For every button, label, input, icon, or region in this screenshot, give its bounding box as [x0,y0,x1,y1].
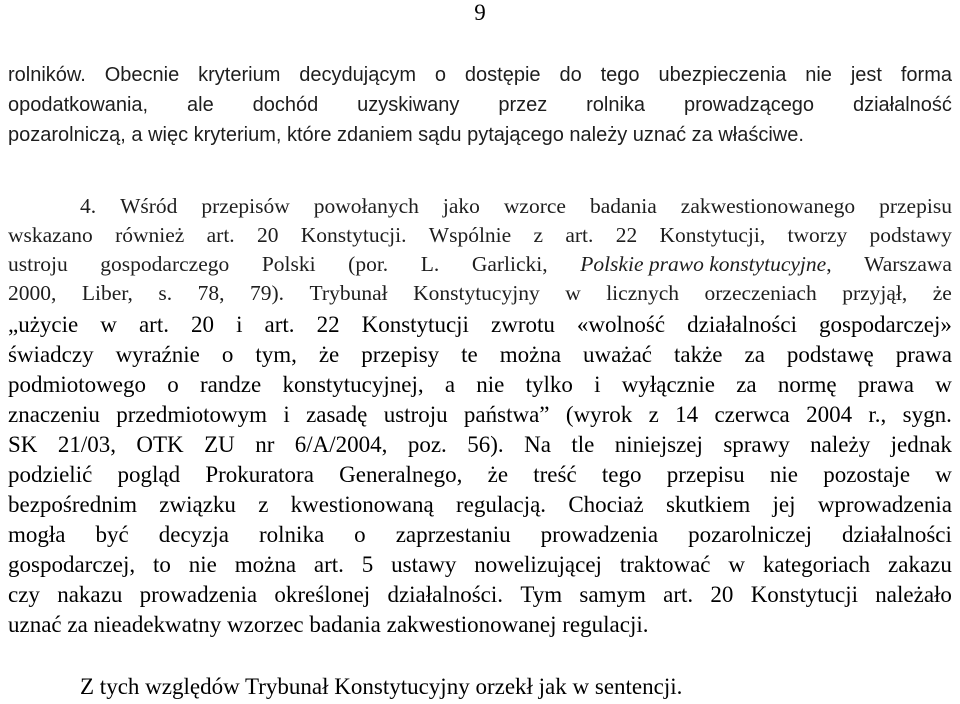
paragraph-4-start [0,192,960,308]
word: 22 [316,312,340,337]
word: Warszawa [864,252,952,276]
word: z [648,402,659,427]
word: z [258,492,269,517]
word: SK [8,432,38,457]
word: 21/03, [57,432,116,457]
word: nie [805,64,832,86]
word: w [935,462,952,487]
word: prowadzącego [683,94,815,116]
word: Wspólnie [428,223,512,247]
word: czy [8,582,40,607]
word: dochód [252,94,319,116]
word: skutkiem [665,492,751,517]
word: licznych [606,281,680,305]
line-text: pozarolniczą, a więc kryterium, które zdaniem sądu pytającego należy uznać za właściwe. [8,124,804,146]
word: Konstytucji, [659,223,766,247]
word: 20 [710,582,734,607]
word: art. [206,223,235,247]
word: nie [476,372,505,397]
word: opodatkowania, [8,94,149,116]
word: decydującym [299,64,416,86]
word: wprowadzenia [817,492,952,517]
word: Konstytucji. [300,223,407,247]
word: podmiotowego [8,372,146,397]
word: wzorce [503,194,566,218]
word: tylko [525,372,573,397]
word: nie [769,462,798,487]
word: w [100,312,117,337]
word: bezpośrednim [8,492,138,517]
word: ustroju [8,252,68,276]
word: znaczeniu [8,402,100,427]
word: za [736,372,757,397]
word: badania [589,194,657,218]
word: jej [772,492,796,517]
word: przepisu [666,462,745,487]
word: 20 [256,223,279,247]
word: orzeczeniach [704,281,817,305]
word: Wśród [120,194,178,218]
word: 2004 [806,402,853,427]
word: zakwestionowanego [680,194,856,218]
word: przepisów [201,194,290,218]
word: w [935,372,952,397]
word: Prokuratora [205,462,314,487]
word: ustawy [391,552,457,577]
word: i [594,372,601,397]
word: „użycie [8,312,79,337]
word: ZU [204,432,235,457]
word: sprawy [723,432,790,457]
text-line [8,279,952,308]
paragraph-intro [0,60,960,150]
word: samym [579,582,646,607]
word: w [728,552,745,577]
word: również [115,223,185,247]
book-title: Polskie prawo konstytucyjne [580,252,827,276]
word: zaprzestaniu [395,522,511,547]
word: pozostaje [823,462,911,487]
word: 78, [197,281,225,305]
word: pogląd [117,462,181,487]
word: nakazu [57,582,123,607]
word: konstytucyjnej, [282,372,424,397]
word: przedmiotowym [116,402,268,427]
word: Trybunał [309,281,388,305]
text-line [8,580,952,610]
word: decyzja [158,522,229,547]
word: art. [663,582,694,607]
word: podstawę [786,342,874,367]
word: że [932,281,952,305]
word: działalności [842,522,952,547]
word: 20 [191,312,215,337]
word: 56). [467,432,504,457]
word: że [318,342,340,367]
word: do [559,64,582,86]
word: rolników. [8,64,86,86]
page-number: 9 [474,0,486,25]
word: w [565,281,581,305]
word: przez [498,94,548,116]
word: jako [442,194,480,218]
word: gospodarczej, [8,552,136,577]
text-line [8,430,952,460]
word: tworzy [787,223,848,247]
text-line [8,310,952,340]
word: można [499,342,562,367]
word: 22 [615,223,638,247]
text-line [8,520,952,550]
word: ubezpieczenia [658,64,787,86]
word: 4. [80,194,97,218]
word: forma [900,64,952,86]
text-line [8,400,952,430]
word: kryterium [198,64,281,86]
word: z [533,223,544,247]
word: art. [313,552,344,577]
word: (wyrok [565,402,633,427]
word: jest [850,64,882,86]
word: 79). [250,281,285,305]
word: prowadzenia [139,582,258,607]
word: czerwca [714,402,790,427]
word: podzielić [8,462,93,487]
word: rolnika [259,522,325,547]
word: gospodarczej» [819,312,952,337]
word: podstawy [869,223,952,247]
word: Chociaż [568,492,644,517]
word: i [236,312,243,337]
word: należało [875,582,952,607]
word: art. [565,223,594,247]
word: o [221,342,234,367]
word: te [461,342,478,367]
word: określonej [274,582,371,607]
word: przepisy [361,342,440,367]
word: prawa [857,372,914,397]
word: nie [188,552,217,577]
word: państwa” [463,402,550,427]
word: L. [420,252,440,276]
word: można [234,552,297,577]
word: Polski [261,252,316,276]
word: sygn. [902,402,952,427]
word: wyraźnie [115,342,200,367]
word: Liber, [81,281,133,305]
word: «wolność [576,312,666,337]
word: uważać [583,342,652,367]
text-line [8,60,952,90]
word: dostępie [464,64,541,86]
word: zwrotu [491,312,555,337]
word: działalności. [387,582,504,607]
word: i [283,402,290,427]
word: Garlicki, [471,252,548,276]
word: pozarolniczej [688,522,813,547]
word: kategoriach [762,552,871,577]
word: jednak [890,432,952,457]
word: ustroju [383,402,448,427]
word: to [152,552,171,577]
word: treść [533,462,577,487]
word: poz. [407,432,447,457]
word: za [744,342,765,367]
word: normę [777,372,837,397]
word: mogła [8,522,66,547]
word: niniejszej [614,432,703,457]
word: Na [524,432,551,457]
word: kwestionowaną [290,492,434,517]
text-line [8,340,952,370]
text-line [8,460,952,490]
word: 14 [675,402,699,427]
word: powołanych [313,194,419,218]
word: prowadzenia [540,522,659,547]
word: (por. [348,252,389,276]
word: zakazu [888,552,952,577]
word: 5 [361,552,374,577]
word: regulacją. [456,492,547,517]
word: traktować [619,552,711,577]
text-line [8,192,952,221]
word: tym, [255,342,297,367]
word: ale [187,94,214,116]
word: przyjął, [842,281,908,305]
citation-title [580,250,831,279]
word: r., [868,402,887,427]
word: a [444,372,456,397]
word: tego [600,64,640,86]
word: prawa [895,342,952,367]
word: s. [158,281,173,305]
line-text: uznać za nieadekwatny wzorzec badania zakwestionowanej regulacji. [8,612,649,637]
word: nr [255,432,275,457]
word: należy [810,432,871,457]
text-line [8,120,952,150]
word: o [354,522,366,547]
word: 2000, [8,281,57,305]
text-line [8,610,952,640]
word: Konstytucji [750,582,859,607]
word: gospodarczego [100,252,230,276]
paragraph-4-body [0,310,960,640]
word: świadczy [8,342,94,367]
word: tego [601,462,642,487]
word: być [95,522,129,547]
word: wyłącznie [621,372,715,397]
word: o [167,372,179,397]
word: działalność [852,94,952,116]
word: przepisu [879,194,952,218]
closing-sentence: Z tych względów Trybunał Konstytucyjny orzekł jak w sentencji. [80,674,683,699]
word: nowelizującej [474,552,602,577]
word: art. [138,312,169,337]
word: OTK [136,432,184,457]
word: że [487,462,509,487]
word: Konstytucji [361,312,469,337]
text-line [8,490,952,520]
word: rolnika [586,94,646,116]
word: Konstytucyjny [413,281,540,305]
word: także [673,342,723,367]
word: o [434,64,447,86]
word: art. [264,312,295,337]
text-line [8,221,952,250]
word: uzyskiwany [357,94,460,116]
word: Obecnie [104,64,180,86]
punctuation: , [826,252,832,276]
word: Generalnego, [339,462,463,487]
word: tle [571,432,595,457]
word: zasadę [306,402,368,427]
word: randze [199,372,262,397]
word: wskazano [8,223,93,247]
text-line [8,90,952,120]
text-line [8,250,952,279]
word: działalności [687,312,797,337]
word: 6/A/2004, [294,432,388,457]
word: Tym [520,582,563,607]
word: związku [159,492,236,517]
text-line [8,550,952,580]
text-line [8,370,952,400]
